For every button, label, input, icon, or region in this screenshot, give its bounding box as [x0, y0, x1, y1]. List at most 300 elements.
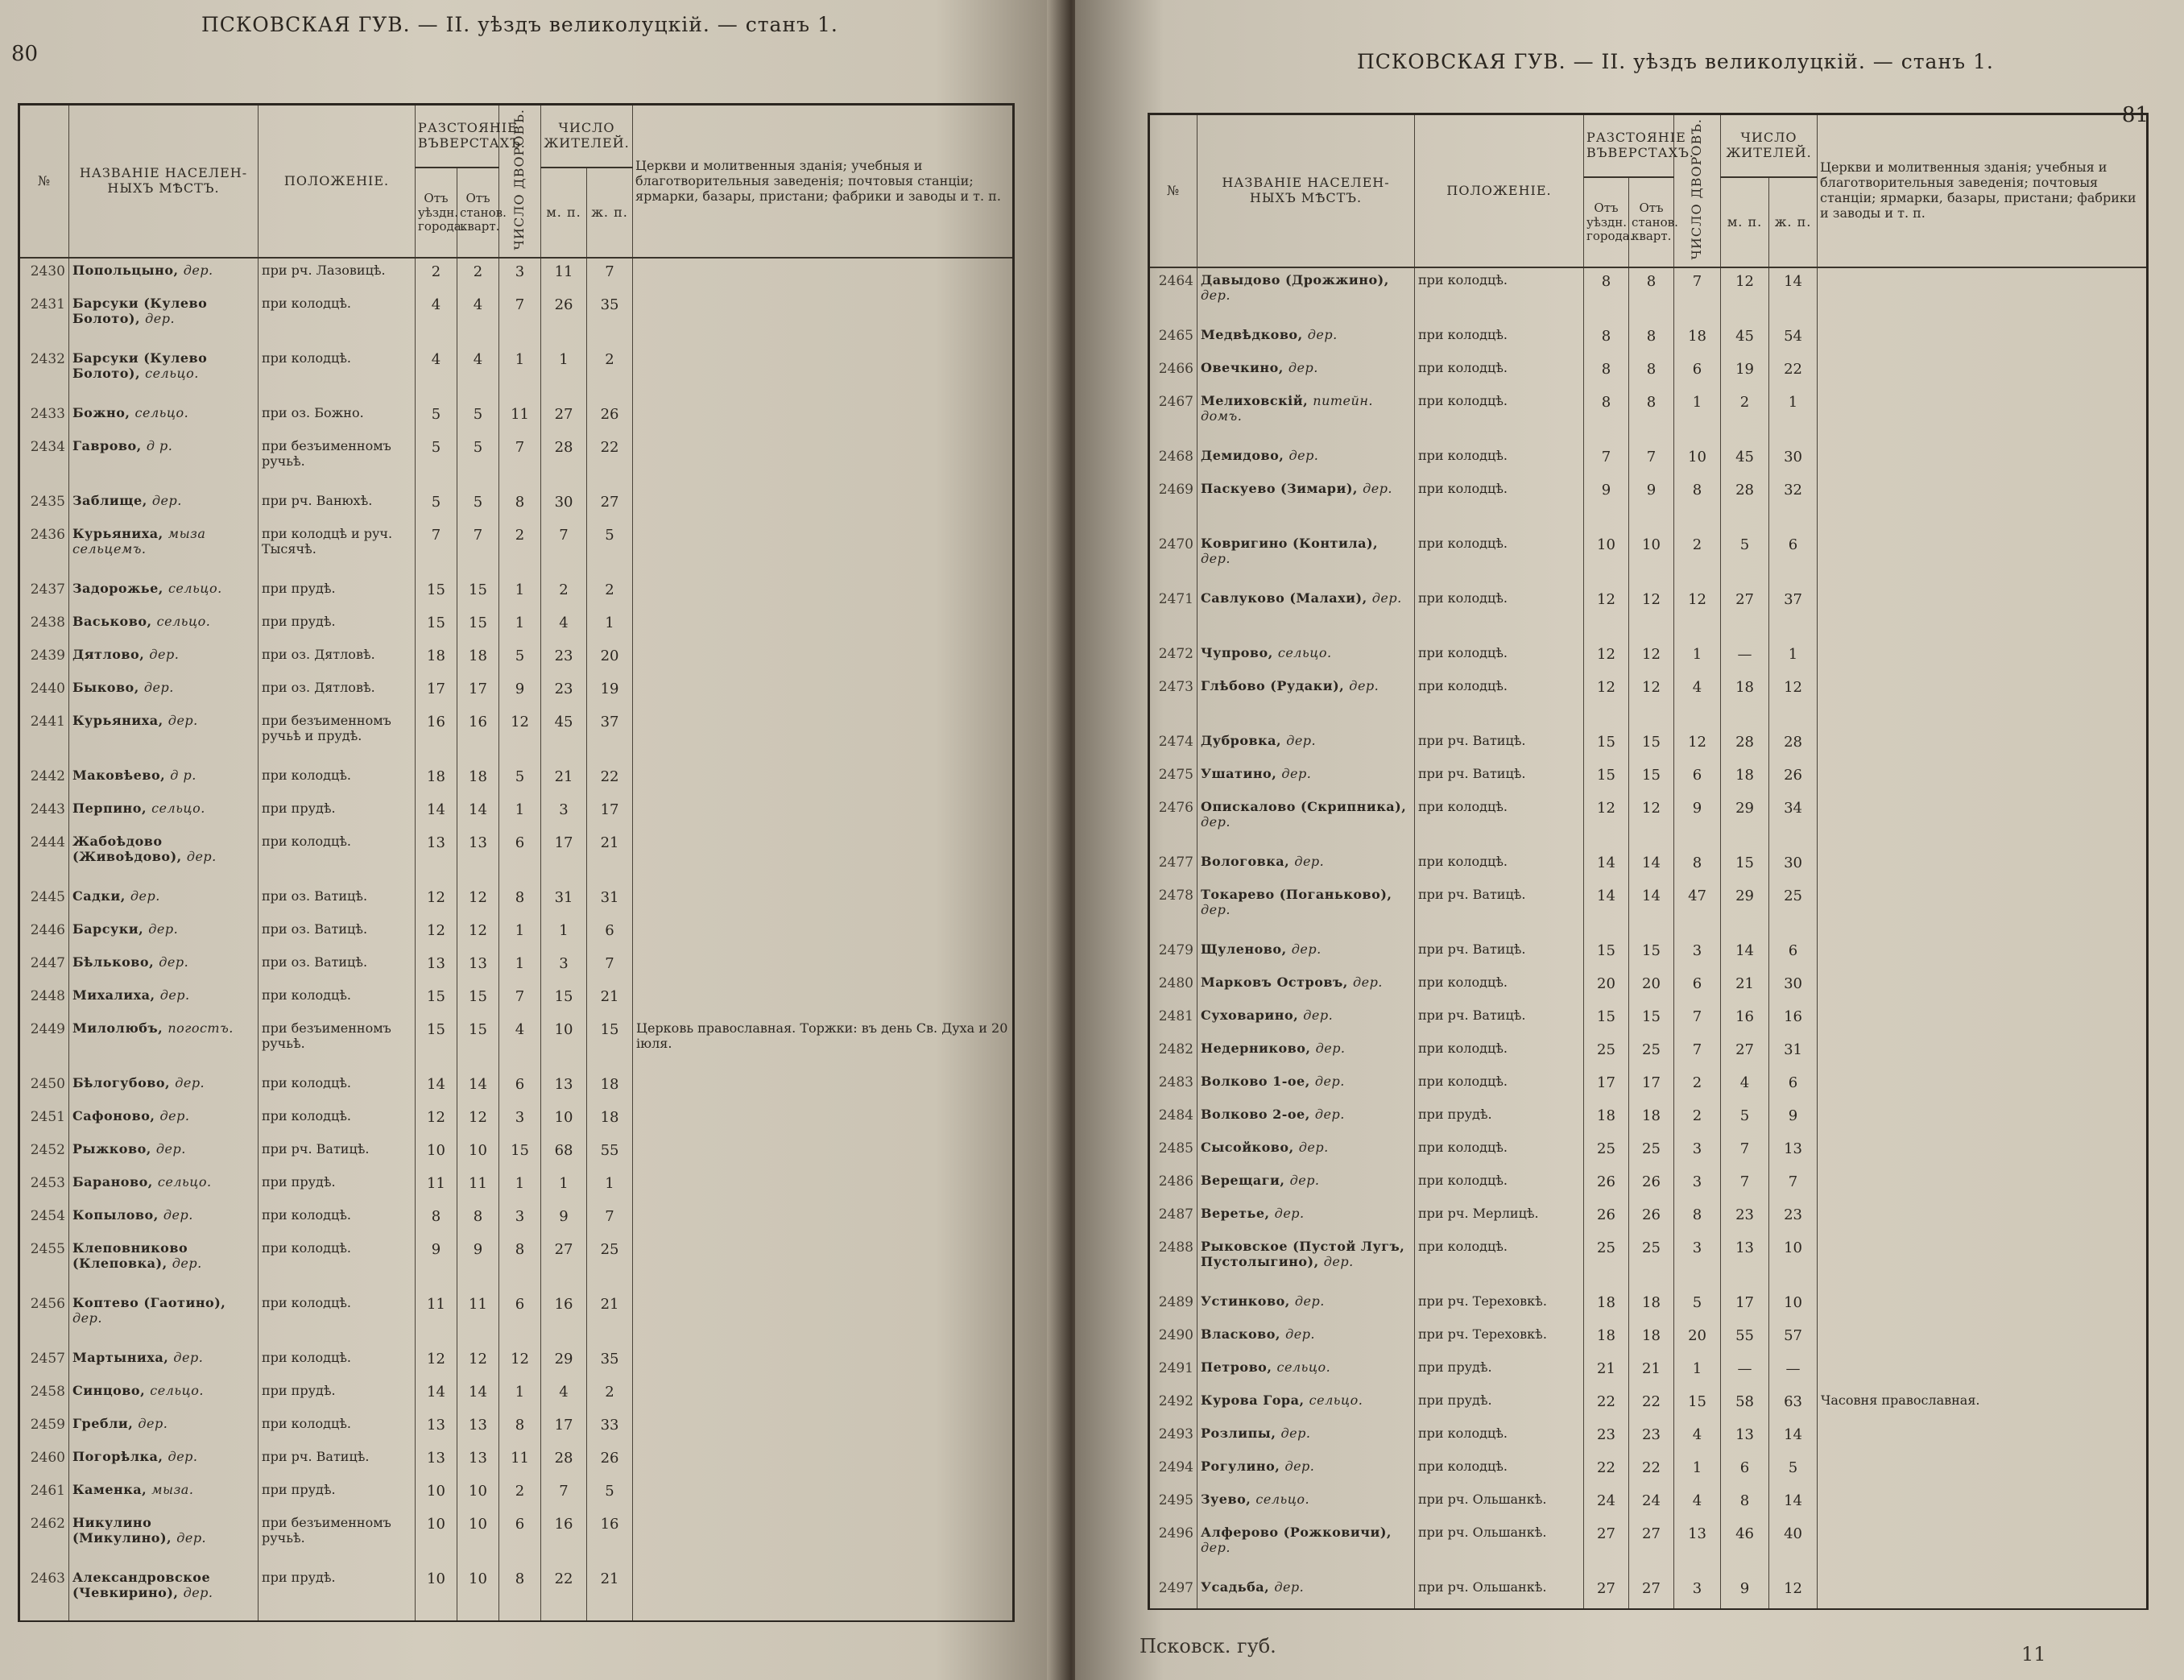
table-row: [1149, 970, 2148, 1003]
distance-town: 15: [416, 1016, 457, 1071]
place-name: [1197, 1388, 1415, 1421]
distance-town: 26: [1584, 1169, 1629, 1202]
male-count: 31: [541, 884, 587, 917]
distance-town: 14: [416, 1379, 457, 1412]
male-count: 28: [541, 434, 587, 489]
male-count: 17: [541, 830, 587, 884]
row-number: 2470: [1149, 532, 1197, 586]
place-name: [1197, 444, 1415, 477]
distance-town: 14: [416, 797, 457, 830]
place-type: сельцо.: [134, 405, 189, 421]
place-name-text: Барсуки,: [72, 921, 144, 937]
households-count: 6: [1674, 970, 1721, 1003]
distance-town: 8: [416, 1203, 457, 1236]
place-type: сельцо.: [1255, 1492, 1310, 1508]
table-row: [1149, 1202, 2148, 1235]
place-name-text: Гребли,: [72, 1416, 134, 1432]
male-count: —: [1721, 1355, 1769, 1388]
female-count: 54: [1769, 323, 1818, 356]
table-row: [1149, 1421, 2148, 1454]
female-count: 30: [1769, 970, 1818, 1003]
distance-stan: 14: [1629, 883, 1674, 937]
households-count: 3: [1674, 1136, 1721, 1169]
households-count: 7: [499, 983, 541, 1016]
place-position: при оз. Дятловѣ.: [259, 643, 416, 676]
place-position: при прудѣ.: [259, 577, 416, 610]
place-name: [1197, 883, 1415, 937]
place-name-text: Каменка,: [72, 1482, 147, 1498]
households-count: 4: [1674, 1488, 1721, 1521]
distance-stan: 10: [457, 1511, 499, 1566]
male-count: 2: [541, 577, 587, 610]
place-name: [1197, 1488, 1415, 1521]
table-row: [1149, 1070, 2148, 1103]
distance-stan: 12: [457, 917, 499, 950]
table-row: [1149, 1388, 2148, 1421]
place-name-text: Дятлово,: [72, 647, 145, 663]
male-count: 68: [541, 1137, 587, 1170]
distance-stan: 15: [1629, 762, 1674, 795]
table-row: [19, 1412, 1014, 1445]
households-count: 3: [1674, 1575, 1721, 1609]
households-count: 6: [499, 1291, 541, 1346]
place-type: сельцо.: [157, 1174, 212, 1190]
row-note: [633, 830, 1014, 884]
distance-town: 8: [1584, 389, 1629, 444]
place-name: [69, 1236, 259, 1291]
place-position: при колодцѣ.: [1415, 970, 1584, 1003]
row-note: [1818, 970, 2148, 1003]
distance-town: 9: [1584, 477, 1629, 532]
row-number: 2442: [19, 763, 69, 797]
place-name: [69, 434, 259, 489]
distance-stan: 4: [457, 292, 499, 346]
place-position: при рч. Ватицѣ.: [1415, 1003, 1584, 1037]
place-name: [1197, 1421, 1415, 1454]
households-count: 3: [1674, 1235, 1721, 1289]
female-count: 1: [587, 1170, 633, 1203]
place-type: дер.: [183, 1585, 213, 1601]
place-type: дер.: [1371, 590, 1402, 606]
place-name-text: Курьяниха,: [72, 713, 163, 729]
households-count: 1: [1674, 389, 1721, 444]
place-position: при колодцѣ.: [1415, 586, 1584, 641]
row-note: [1818, 586, 2148, 641]
male-count: 7: [541, 1478, 587, 1511]
table-row: [1149, 1003, 2148, 1037]
place-name-text: Чупрово,: [1201, 645, 1273, 661]
place-position: при прудѣ.: [259, 1379, 416, 1412]
row-note: [633, 676, 1014, 709]
place-name-text: Паскуево (Зимари),: [1201, 481, 1358, 497]
row-note: [1818, 1136, 2148, 1169]
place-position: при колодцѣ.: [259, 346, 416, 401]
row-note: [1818, 795, 2148, 850]
row-note: [1818, 1037, 2148, 1070]
male-count: 29: [1721, 883, 1769, 937]
place-type: мыза сельцемъ.: [72, 526, 206, 557]
distance-stan: 13: [457, 1445, 499, 1478]
place-type: д р.: [170, 768, 196, 784]
male-count: 21: [1721, 970, 1769, 1003]
female-count: 21: [587, 983, 633, 1016]
place-name: [69, 709, 259, 763]
row-note: [1818, 1521, 2148, 1575]
place-position: при оз. Дятловѣ.: [259, 676, 416, 709]
distance-town: 15: [416, 610, 457, 643]
households-count: 8: [499, 489, 541, 522]
row-number: 2461: [19, 1478, 69, 1511]
row-note: [633, 643, 1014, 676]
female-count: 55: [587, 1137, 633, 1170]
row-number: 2459: [19, 1412, 69, 1445]
row-number: 2467: [1149, 389, 1197, 444]
distance-town: 18: [1584, 1289, 1629, 1322]
row-number: 2463: [19, 1566, 69, 1621]
place-type: дер.: [143, 680, 174, 696]
header-inhabitants: ЧИСЛО ЖИТЕЛЕЙ.: [541, 105, 633, 168]
distance-town: 12: [416, 884, 457, 917]
male-count: 4: [1721, 1070, 1769, 1103]
table-row: [19, 676, 1014, 709]
place-type: дер.: [1286, 733, 1317, 749]
table-row: [19, 830, 1014, 884]
row-note: [1818, 1575, 2148, 1609]
table-row: [19, 258, 1014, 292]
row-note: [633, 1203, 1014, 1236]
row-note: [1818, 937, 2148, 970]
table-row: [1149, 937, 2148, 970]
households-count: 15: [499, 1137, 541, 1170]
row-note: [633, 709, 1014, 763]
distance-stan: 12: [457, 1346, 499, 1379]
place-name-text: Вологовка,: [1201, 854, 1290, 870]
distance-stan: 10: [457, 1566, 499, 1621]
female-count: —: [1769, 1355, 1818, 1388]
header-number: №: [19, 105, 69, 259]
place-name-text: Бѣлогубово,: [72, 1075, 171, 1091]
place-name-text: Курова Гора,: [1201, 1392, 1305, 1409]
distance-stan: 14: [457, 1379, 499, 1412]
place-name: [1197, 1289, 1415, 1322]
distance-stan: 18: [1629, 1103, 1674, 1136]
households-count: 2: [499, 1478, 541, 1511]
distance-town: 25: [1584, 1136, 1629, 1169]
male-count: 13: [1721, 1235, 1769, 1289]
place-position: при колодцѣ и руч. Тысячѣ.: [259, 522, 416, 577]
distance-stan: 17: [457, 676, 499, 709]
place-name: [1197, 1037, 1415, 1070]
table-row: [1149, 267, 2148, 323]
place-position: при рч. Ватицѣ.: [259, 1137, 416, 1170]
row-number: 2483: [1149, 1070, 1197, 1103]
place-name-text: Дубровка,: [1201, 733, 1282, 749]
male-count: 17: [541, 1412, 587, 1445]
households-count: 3: [499, 1104, 541, 1137]
place-position: при рч. Ватицѣ.: [1415, 883, 1584, 937]
row-note: [633, 522, 1014, 577]
female-count: 13: [1769, 1136, 1818, 1169]
distance-town: 14: [1584, 850, 1629, 883]
distance-stan: 27: [1629, 1575, 1674, 1609]
place-type: дер.: [168, 713, 198, 729]
male-count: 17: [1721, 1289, 1769, 1322]
row-number: 2434: [19, 434, 69, 489]
distance-town: 12: [1584, 586, 1629, 641]
female-count: 12: [1769, 1575, 1818, 1609]
distance-town: 15: [416, 983, 457, 1016]
distance-town: 13: [416, 1412, 457, 1445]
place-name: [1197, 1454, 1415, 1488]
left-register-table: [18, 103, 1015, 1622]
place-type: дер.: [151, 493, 182, 509]
distance-stan: 5: [457, 434, 499, 489]
row-number: 2444: [19, 830, 69, 884]
households-count: 12: [1674, 586, 1721, 641]
place-name: [1197, 1070, 1415, 1103]
male-count: 23: [1721, 1202, 1769, 1235]
row-note: [1818, 850, 2148, 883]
row-number: 2440: [19, 676, 69, 709]
place-name-text: Рыковское (Пустой Лугъ, Пустолыгино),: [1201, 1239, 1405, 1270]
distance-town: 12: [1584, 795, 1629, 850]
distance-stan: 10: [457, 1478, 499, 1511]
row-note: [1818, 1003, 2148, 1037]
row-number: 2453: [19, 1170, 69, 1203]
distance-stan: 24: [1629, 1488, 1674, 1521]
distance-town: 4: [416, 292, 457, 346]
place-name-text: Александровское (Чевкирино),: [72, 1570, 211, 1601]
place-type: дер.: [173, 1350, 204, 1366]
place-type: дер.: [1291, 941, 1322, 958]
row-number: 2469: [1149, 477, 1197, 532]
place-name: [1197, 1521, 1415, 1575]
place-type: дер.: [1315, 1041, 1346, 1057]
distance-stan: 18: [1629, 1289, 1674, 1322]
place-type: дер.: [1201, 551, 1231, 567]
row-number: 2451: [19, 1104, 69, 1137]
place-name: [1197, 1235, 1415, 1289]
households-count: 20: [1674, 1322, 1721, 1355]
distance-town: 8: [1584, 267, 1629, 323]
row-number: 2490: [1149, 1322, 1197, 1355]
row-note: [1818, 762, 2148, 795]
place-position: при колодцѣ.: [259, 1346, 416, 1379]
distance-town: 23: [1584, 1421, 1629, 1454]
place-name-text: Опискалово (Скрипника),: [1201, 799, 1407, 815]
place-type: сельцо.: [150, 1383, 204, 1399]
row-number: 2493: [1149, 1421, 1197, 1454]
header-dist-stan: Отъ станов. кварт.: [457, 168, 499, 258]
table-row: [1149, 1136, 2148, 1169]
left-running-head: ПСКОВСКАЯ ГУВ. — II. уѣздъ великолуцкій. — станъ 1.: [201, 13, 838, 36]
header-notes: Церкви и молитвенныя зданія; учебныя и благотворительныя заведенія; почтовыя станціи; ярмарки, базары, пристани; фабрики и заводы и т. п.: [1818, 114, 2148, 268]
distance-town: 17: [416, 676, 457, 709]
place-position: при колодцѣ.: [259, 983, 416, 1016]
male-count: 29: [541, 1346, 587, 1379]
female-count: 7: [587, 258, 633, 292]
row-note: [1818, 1169, 2148, 1202]
distance-town: 13: [416, 1445, 457, 1478]
row-note: [633, 1379, 1014, 1412]
row-note: [633, 797, 1014, 830]
place-name: [1197, 356, 1415, 389]
female-count: 5: [587, 522, 633, 577]
table-row: [19, 1104, 1014, 1137]
distance-stan: 8: [1629, 323, 1674, 356]
households-count: 7: [499, 292, 541, 346]
table-row: [19, 884, 1014, 917]
row-note: [1818, 674, 2148, 729]
female-count: 26: [587, 1445, 633, 1478]
female-count: 14: [1769, 267, 1818, 323]
table-row: [1149, 356, 2148, 389]
table-row: [1149, 389, 2148, 444]
place-type: дер.: [1285, 1326, 1316, 1343]
female-count: 2: [587, 1379, 633, 1412]
distance-stan: 5: [457, 401, 499, 434]
male-count: 2: [1721, 389, 1769, 444]
table-row: [1149, 1037, 2148, 1070]
place-type: дер.: [159, 954, 189, 970]
distance-stan: 12: [1629, 641, 1674, 674]
table-row: [19, 1511, 1014, 1566]
place-name: [1197, 729, 1415, 762]
place-position: при колодцѣ.: [1415, 1235, 1584, 1289]
row-number: 2473: [1149, 674, 1197, 729]
place-name: [69, 489, 259, 522]
place-type: дер.: [1284, 1459, 1315, 1475]
table-row: [19, 1170, 1014, 1203]
distance-town: 18: [1584, 1322, 1629, 1355]
header-male: м. п.: [1721, 177, 1769, 267]
female-count: 7: [587, 950, 633, 983]
female-count: 31: [587, 884, 633, 917]
female-count: 20: [587, 643, 633, 676]
row-number: 2466: [1149, 356, 1197, 389]
place-name-text: Зуево,: [1201, 1492, 1251, 1508]
male-count: 22: [541, 1566, 587, 1621]
header-notes: Церкви и молитвенныя зданія; учебныя и благотворительныя заведенія; почтовыя станціи; ярмарки, базары, пристани; фабрики и заводы и т. п.: [633, 105, 1014, 259]
table-row: [1149, 477, 2148, 532]
place-position: при колодцѣ.: [1415, 674, 1584, 729]
place-name-text: Рогулино,: [1201, 1459, 1280, 1475]
place-type: дер.: [172, 1256, 202, 1272]
distance-town: 15: [1584, 762, 1629, 795]
place-position: при колодцѣ.: [1415, 356, 1584, 389]
female-count: 6: [1769, 937, 1818, 970]
row-number: 2454: [19, 1203, 69, 1236]
place-type: дер.: [1274, 1579, 1305, 1595]
row-note: [1818, 1454, 2148, 1488]
distance-stan: 13: [457, 950, 499, 983]
female-count: 7: [587, 1203, 633, 1236]
place-name: [1197, 1322, 1415, 1355]
distance-stan: 25: [1629, 1235, 1674, 1289]
male-count: 7: [1721, 1136, 1769, 1169]
row-note: [1818, 1235, 2148, 1289]
row-note: [1818, 389, 2148, 444]
female-count: 31: [1769, 1037, 1818, 1070]
place-name-text: Недерниково,: [1201, 1041, 1311, 1057]
households-count: 4: [1674, 1421, 1721, 1454]
female-count: 16: [1769, 1003, 1818, 1037]
row-note: [1818, 729, 2148, 762]
row-number: 2445: [19, 884, 69, 917]
table-row: [1149, 532, 2148, 586]
place-name-text: Васьково,: [72, 614, 152, 630]
place-name: [1197, 1003, 1415, 1037]
male-count: 4: [541, 610, 587, 643]
distance-town: 13: [416, 950, 457, 983]
households-count: 12: [499, 1346, 541, 1379]
male-count: 4: [541, 1379, 587, 1412]
distance-stan: 14: [457, 1071, 499, 1104]
row-number: 2464: [1149, 267, 1197, 323]
female-count: 37: [587, 709, 633, 763]
place-name-text: Глѣбово (Рудаки),: [1201, 678, 1345, 694]
distance-town: 27: [1584, 1575, 1629, 1609]
female-count: 32: [1769, 477, 1818, 532]
table-row: [19, 346, 1014, 401]
male-count: 23: [541, 676, 587, 709]
households-count: 3: [1674, 937, 1721, 970]
households-count: 12: [1674, 729, 1721, 762]
male-count: 1: [541, 917, 587, 950]
male-count: 15: [541, 983, 587, 1016]
households-count: 9: [499, 676, 541, 709]
male-count: 45: [541, 709, 587, 763]
row-note: [633, 292, 1014, 346]
place-position: при прудѣ.: [259, 1478, 416, 1511]
row-number: 2450: [19, 1071, 69, 1104]
households-count: 7: [1674, 1003, 1721, 1037]
female-count: 21: [587, 830, 633, 884]
row-note: [633, 884, 1014, 917]
male-count: 29: [1721, 795, 1769, 850]
place-type: дер.: [1201, 1540, 1231, 1556]
place-position: при оз. Ватицѣ.: [259, 917, 416, 950]
distance-town: 4: [416, 346, 457, 401]
place-name-text: Розлипы,: [1201, 1426, 1276, 1442]
place-type: мыза.: [151, 1482, 194, 1498]
row-number: 2477: [1149, 850, 1197, 883]
male-count: —: [1721, 641, 1769, 674]
row-number: 2495: [1149, 1488, 1197, 1521]
distance-town: 10: [416, 1478, 457, 1511]
row-note: [633, 1071, 1014, 1104]
male-count: 28: [1721, 729, 1769, 762]
distance-town: 16: [416, 709, 457, 763]
female-count: 5: [587, 1478, 633, 1511]
place-position: при колодцѣ.: [259, 1203, 416, 1236]
households-count: 7: [1674, 1037, 1721, 1070]
table-row: [1149, 850, 2148, 883]
row-note: [633, 1346, 1014, 1379]
place-name: [69, 983, 259, 1016]
male-count: 5: [1721, 532, 1769, 586]
header-dist-town: Отъ уѣздн. города.: [416, 168, 457, 258]
row-number: 2492: [1149, 1388, 1197, 1421]
female-count: 10: [1769, 1235, 1818, 1289]
place-position: при прудѣ.: [1415, 1388, 1584, 1421]
distance-town: 10: [416, 1566, 457, 1621]
distance-stan: 7: [457, 522, 499, 577]
distance-stan: 11: [457, 1291, 499, 1346]
distance-stan: 25: [1629, 1136, 1674, 1169]
female-count: 25: [587, 1236, 633, 1291]
row-note: [633, 1104, 1014, 1137]
